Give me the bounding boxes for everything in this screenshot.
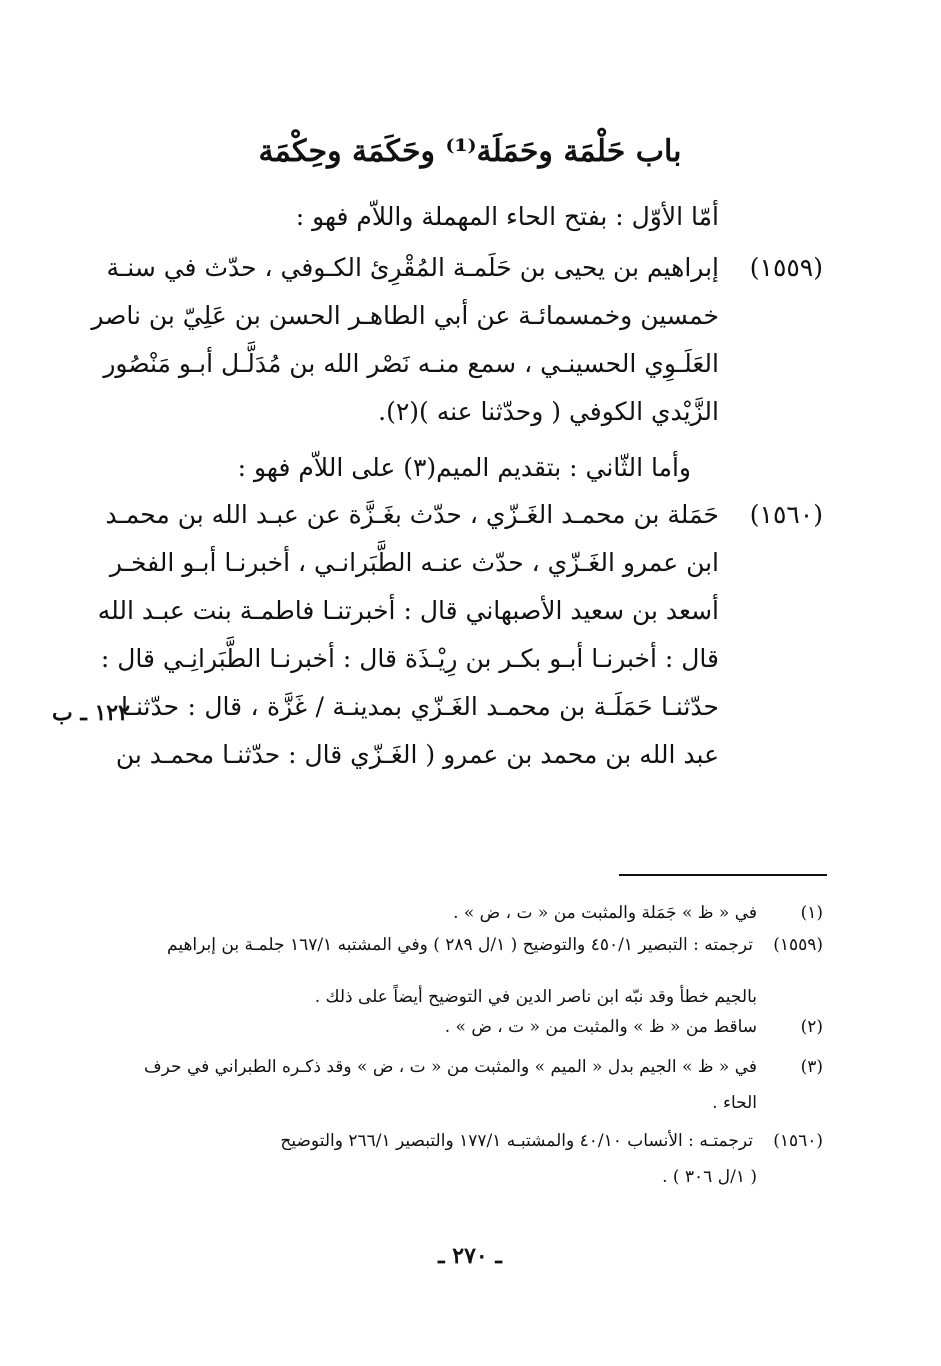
entry-1559-text bbox=[91, 244, 719, 436]
footnote-text: ترجمته : التبصير ٤٥٠/١ والتوضيح ( ١/ل ٢٨٩ ) وفي المشتبه ١٦٧/١ جلمـة بن إبراهيم bbox=[167, 935, 753, 955]
footnote-separator bbox=[619, 874, 827, 876]
footnote-number: (٣) bbox=[800, 1057, 823, 1077]
section-second-intro: وأما الثّاني : بتقديم الميم(٣) على اللاّم فهو : bbox=[237, 453, 691, 482]
footnote-text: في « ظ » الجيم بدل « الميم » والمثبت من « ت ، ض » وقد ذكـره الطبراني في حرف bbox=[144, 1057, 757, 1077]
entry-1560-text bbox=[97, 491, 719, 779]
footnote-text: في « ظ » جَمَلة والمثبت من « ت ، ض » . bbox=[453, 903, 757, 923]
entry-1560-line: حَمَلة بن محمـد الغَـزّي ، حدّث بغَـزَّة عن عبـد الله بن محمـد bbox=[105, 500, 719, 529]
entry-1560-line: أسعد بن سعيد الأصبهاني قال : أخبرتنـا فاطمـة بنت عبـد الله bbox=[97, 596, 719, 625]
entry-1560-line: ابن عمرو الغَـزّي ، حدّث عنـه الطَّبَرانـي ، أخبرنـا أبـو الفخـر bbox=[109, 548, 719, 577]
manuscript-folio-reference: ١٢٢ ـ ب bbox=[52, 700, 130, 726]
entry-1559-line: خمسين وخمسمائـة عن أبي الطاهـر الحسن بن عَلِيّ بن ناصر bbox=[91, 301, 719, 330]
footnote-number: (١٥٥٩) bbox=[773, 935, 823, 955]
footnote-number: (٢) bbox=[800, 1017, 823, 1037]
footnote-text: ساقط من « ظ » والمثبت من « ت ، ض » . bbox=[444, 1017, 757, 1037]
page-number: ـ ٢٧٠ ـ bbox=[438, 1243, 502, 1269]
footnote-text: الحاء . bbox=[712, 1093, 757, 1113]
entry-1560-line: حدّثنـا حَمَلَـة بن محمـد الغَـزّي بمدينـة / غَزَّة ، قال : حدّثنـا bbox=[121, 692, 719, 721]
entry-1559-line: إبراهيم بن يحيى بن حَلَمـة المُقْرِئ الكـوفي ، حدّث في سنـة bbox=[106, 253, 719, 282]
footnote-text: ( ١/ل ٣٠٦ ) . bbox=[662, 1167, 757, 1187]
entry-1559-line: العَلَـوِي الحسينـي ، سمع منـه نَصْر الله بن مُدَلَّـل أبـو مَنْصُور bbox=[103, 349, 719, 378]
entry-number-1559: (١٥٥٩) bbox=[749, 253, 823, 282]
footnote-text: بالجيم خطأ وقد نبّه ابن ناصر الدين في التوضيح أيضاً على ذلك . bbox=[314, 987, 757, 1007]
entry-1560-line: قال : أخبرنـا أبـو بكـر بن رِيْـذَة قال : أخبرنـا الطَّبَرانِـي قال : bbox=[100, 644, 719, 673]
footnote-number: (١) bbox=[800, 903, 823, 923]
footnote-number: (١٥٦٠) bbox=[773, 1131, 823, 1151]
chapter-heading: باب حَلْمَة وحَمَلَة⁽¹⁾ وحَكَمَة وحِكْمَة bbox=[258, 134, 682, 169]
footnote-text: ترجمتـه : الأنساب ٤٠/١٠ والمشتبـه ١٧٧/١ والتبصير ٢٦٦/١ والتوضيح bbox=[280, 1131, 753, 1151]
entry-1559-line: الزَّيْدي الكوفي ( وحدّثنا عنه )(٢). bbox=[378, 397, 719, 426]
section-first-intro: أمّا الأوّل : بفتح الحاء المهملة واللاّم فهو : bbox=[295, 202, 719, 231]
entry-number-1560: (١٥٦٠) bbox=[749, 500, 823, 529]
entry-1560-line: عبد الله بن محمد بن عمرو ( الغَـزّي قال : حدّثنـا محمـد بن bbox=[115, 740, 719, 769]
